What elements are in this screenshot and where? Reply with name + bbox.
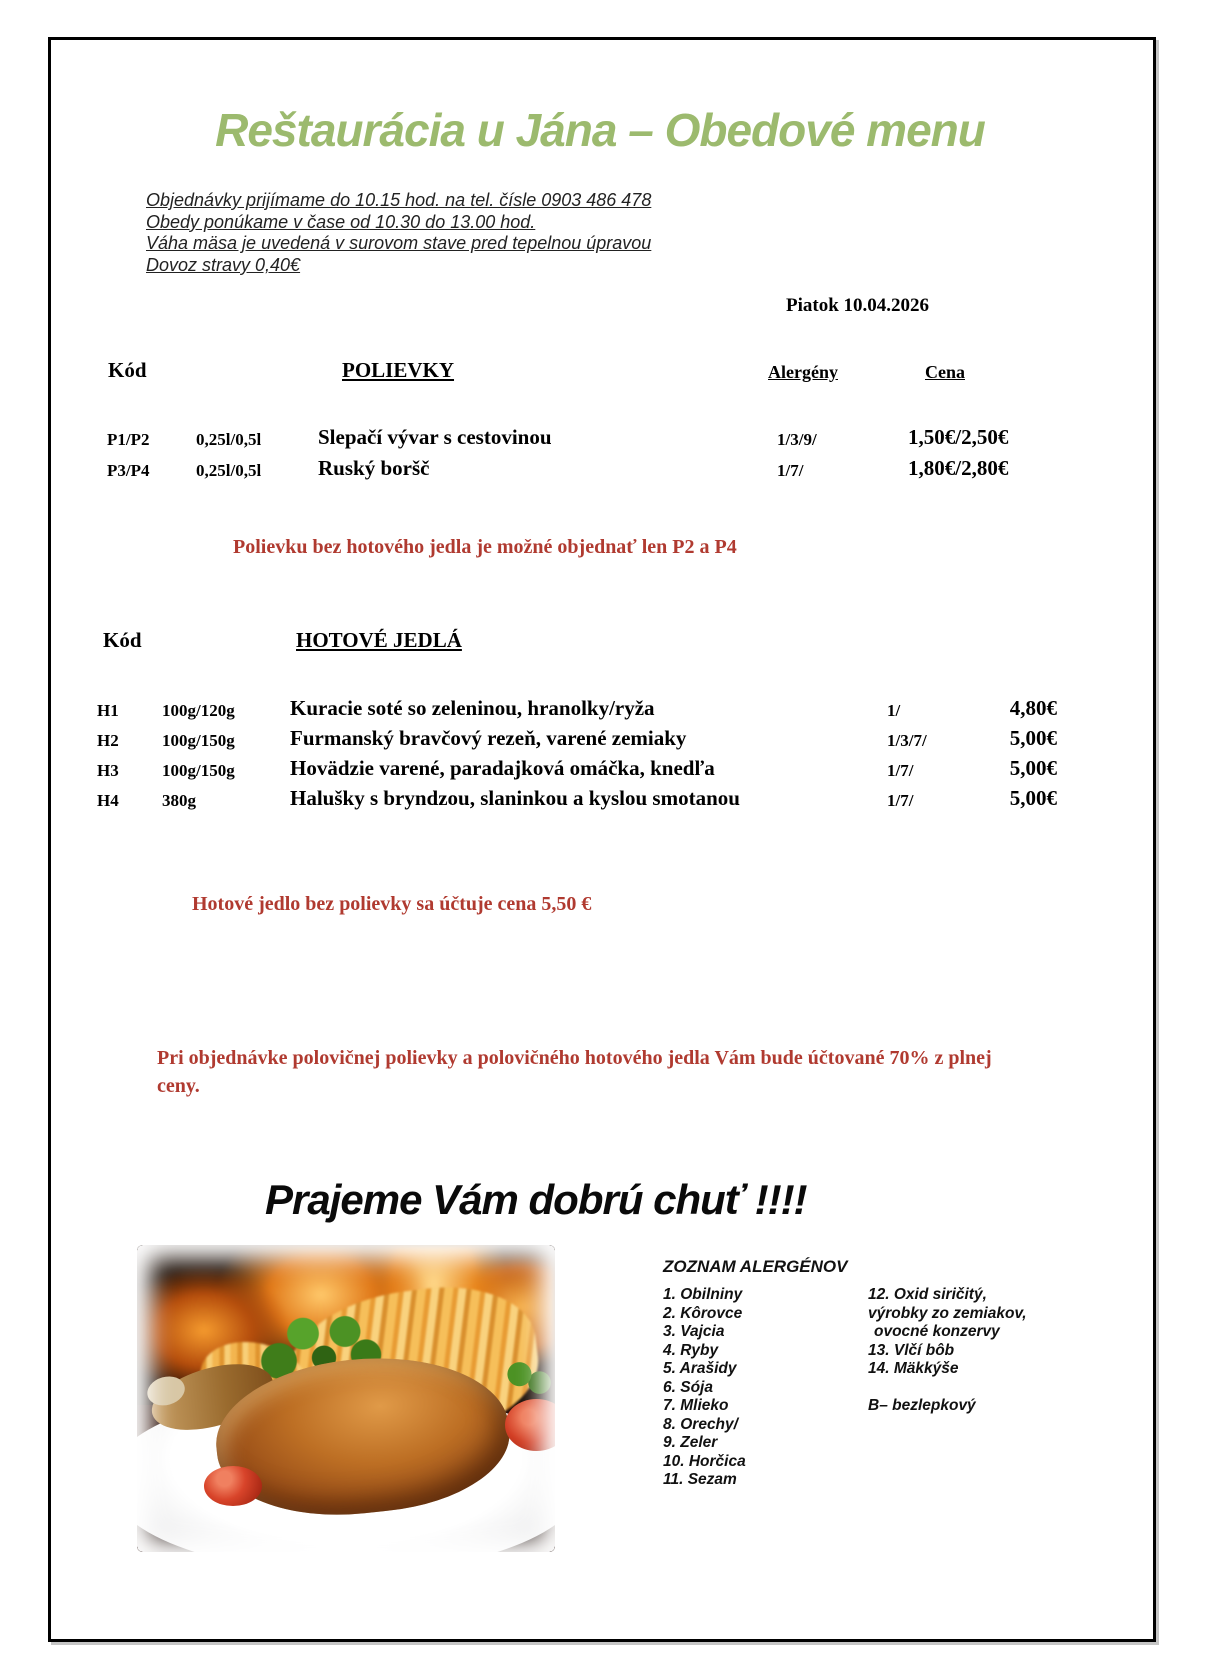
soup-code: P1/P2	[107, 430, 150, 449]
allergen-column-left	[663, 1286, 863, 1490]
allergen-column-right	[868, 1286, 1098, 1416]
allergen-item: 12. Oxid siričitý,	[868, 1286, 987, 1303]
soup-size: 0,25l/0,5l	[196, 430, 262, 449]
dish-name: Furmanský bravčový rezeň, varené zemiaky	[290, 726, 687, 750]
dish-name: Halušky s bryndzou, slaninkou a kyslou smotanou	[290, 786, 740, 810]
dish-size: 100g/150g	[162, 761, 235, 780]
dish-size: 100g/150g	[162, 731, 235, 750]
soup-name: Ruský boršč	[318, 456, 430, 480]
dish-code: H2	[97, 731, 119, 750]
soup-price: 1,80€/2,80€	[908, 456, 1009, 480]
dish-price: 5,00€	[1009, 786, 1057, 810]
soup-only-note: Polievku bez hotového jedla je možné objednať len P2 a P4	[233, 536, 737, 558]
main-dish-row	[0, 696, 1206, 724]
page-title: Reštaurácia u Jána – Obedové menu	[215, 104, 985, 156]
allergen-item: 1. Obilniny	[663, 1286, 743, 1303]
allergen-item: 14. Mäkkýše	[868, 1360, 959, 1377]
allergen-item: 6. Sója	[663, 1378, 713, 1396]
mains-col-code: Kód	[103, 628, 142, 652]
dish-allergens: 1/7/	[887, 791, 914, 810]
gluten-free-note: B– bezlepkový	[868, 1397, 976, 1414]
info-line-hours: Obedy ponúkame v čase od 10.30 do 13.00 hod.	[146, 211, 536, 232]
soup-allergens: 1/7/	[777, 461, 804, 480]
dish-price: 5,00€	[1009, 726, 1057, 750]
allergen-spacer	[868, 1379, 1098, 1398]
farewell-message: Prajeme Vám dobrú chuť !!!!	[265, 1176, 807, 1223]
main-dish-row	[0, 726, 1206, 754]
header-info	[146, 190, 651, 277]
info-line-weight: Váha mäsa je uvedená v surovom stave pred tepelnou úpravou	[146, 233, 652, 254]
dish-price: 4,80€	[1009, 696, 1057, 720]
dish-size: 100g/120g	[162, 701, 235, 720]
allergen-item: 5. Arašidy	[663, 1360, 737, 1377]
allergen-item: ovocné konzervy	[874, 1323, 1000, 1340]
dish-price: 5,00€	[1009, 756, 1057, 780]
dish-allergens: 1/3/7/	[887, 731, 927, 750]
soups-col-allergens: Alergény	[768, 362, 838, 382]
soup-name: Slepačí vývar s cestovinou	[318, 425, 552, 449]
allergen-item: 3. Vajcia	[663, 1323, 725, 1340]
dish-size: 380g	[162, 791, 196, 810]
soup-row	[0, 425, 1206, 453]
mains-heading: HOTOVÉ JEDLÁ	[296, 628, 462, 652]
soup-size: 0,25l/0,5l	[196, 461, 262, 480]
allergen-item: 13. Vlčí bôb	[868, 1341, 955, 1359]
dish-code: H4	[97, 791, 119, 810]
info-line-orders: Objednávky prijímame do 10.15 hod. na tel. čísle 0903 486 478	[146, 190, 652, 210]
allergen-item: 10. Horčica	[663, 1452, 746, 1470]
dish-name: Hovädzie varené, paradajková omáčka, knedľa	[290, 756, 715, 780]
soups-col-code: Kód	[108, 358, 147, 382]
soup-row	[0, 456, 1206, 484]
allergen-item: výrobky zo zemiakov,	[868, 1304, 1027, 1322]
food-photo	[137, 1245, 555, 1552]
allergen-item: 2. Kôrovce	[663, 1304, 743, 1322]
dish-allergens: 1/7/	[887, 761, 914, 780]
info-line-delivery: Dovoz stravy 0,40€	[146, 255, 301, 276]
allergen-item: 4. Ryby	[663, 1341, 719, 1359]
allergen-item: 7. Mlieko	[663, 1397, 729, 1414]
main-dish-row	[0, 786, 1206, 814]
soup-price: 1,50€/2,50€	[908, 425, 1009, 449]
allergen-item: 8. Orechy/	[663, 1415, 738, 1433]
dish-allergens: 1/	[887, 701, 901, 720]
dish-code: H3	[97, 761, 119, 780]
allergen-item: 11. Sezam	[663, 1471, 737, 1488]
soup-allergens: 1/3/9/	[777, 430, 817, 449]
allergen-item: 9. Zeler	[663, 1434, 718, 1451]
half-portion-note: Pri objednávke polovičnej polievky a polovičného hotového jedla Vám bude účtované 70% z plnej ceny.	[157, 1047, 992, 1097]
allergen-list	[663, 1257, 1027, 1488]
main-dish-row	[0, 756, 1206, 784]
soup-code: P3/P4	[107, 461, 150, 480]
soups-heading: POLIEVKY	[342, 358, 455, 382]
photo-soft-edge	[137, 1245, 555, 1552]
dish-name: Kuracie soté so zeleninou, hranolky/ryža	[290, 696, 655, 720]
menu-date: Piatok 10.04.2026	[786, 295, 930, 316]
soups-col-price: Cena	[925, 362, 965, 382]
dish-code: H1	[97, 701, 119, 720]
main-only-note: Hotové jedlo bez polievky sa účtuje cena 5,50 €	[192, 893, 592, 915]
allergen-list-title: ZOZNAM ALERGÉNOV	[663, 1257, 848, 1276]
